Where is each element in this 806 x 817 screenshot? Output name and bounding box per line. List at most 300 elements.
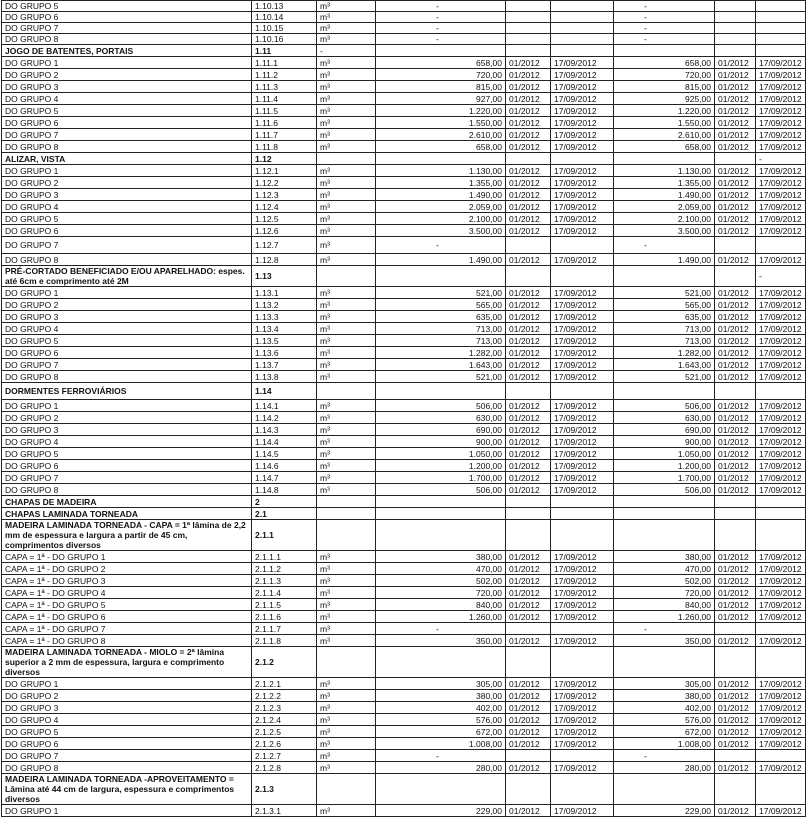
price-2-cell (614, 647, 715, 678)
unit-cell: m³ (317, 335, 376, 347)
date-cell: 17/09/2012 (551, 93, 614, 105)
item-code-cell: 2.1.1.8 (252, 635, 317, 647)
date-cell: 17/09/2012 (551, 177, 614, 189)
item-code-cell: 2.1.1 (252, 520, 317, 551)
table-row (2, 472, 806, 484)
item-code-cell: 1.13 (252, 266, 317, 287)
item-description-cell: DO GRUPO 7 (2, 129, 252, 141)
date-cell (551, 520, 614, 551)
reference-month-cell: 01/2012 (506, 599, 551, 611)
date-cell: 17/09/2012 (551, 165, 614, 177)
price-cell: 565,00 (376, 299, 506, 311)
reference-month-2-cell (715, 45, 756, 57)
price-cell: 1.355,00 (376, 177, 506, 189)
date-2-cell: 17/09/2012 (756, 69, 806, 81)
date-cell: 17/09/2012 (551, 436, 614, 448)
item-description-cell: DO GRUPO 2 (2, 69, 252, 81)
price-2-cell: 2.059,00 (614, 201, 715, 213)
price-2-cell: 720,00 (614, 587, 715, 599)
date-cell: 17/09/2012 (551, 678, 614, 690)
price-cell: 1.643,00 (376, 359, 506, 371)
item-code-cell: 1.12.1 (252, 165, 317, 177)
reference-month-2-cell: 01/2012 (715, 472, 756, 484)
price-2-cell: 380,00 (614, 690, 715, 702)
table-row (2, 12, 806, 23)
date-2-cell (756, 520, 806, 551)
price-cell: 380,00 (376, 551, 506, 563)
unit-cell: m³ (317, 472, 376, 484)
reference-month-cell: 01/2012 (506, 287, 551, 299)
item-description-cell: CAPA = 1ª - DO GRUPO 3 (2, 575, 252, 587)
price-cell: - (376, 750, 506, 762)
item-code-cell: 1.13.5 (252, 335, 317, 347)
price-2-cell (614, 266, 715, 287)
date-2-cell (756, 23, 806, 34)
item-description-cell: DO GRUPO 5 (2, 448, 252, 460)
reference-month-cell: 01/2012 (506, 371, 551, 383)
price-2-cell: 672,00 (614, 726, 715, 738)
date-2-cell: 17/09/2012 (756, 635, 806, 647)
unit-cell: m³ (317, 93, 376, 105)
price-2-cell: 229,00 (614, 805, 715, 817)
date-cell: 17/09/2012 (551, 371, 614, 383)
reference-month-cell: 01/2012 (506, 57, 551, 69)
price-cell: 927,00 (376, 93, 506, 105)
date-cell (551, 1, 614, 12)
section-header-row (2, 496, 806, 508)
price-2-cell: 1.200,00 (614, 460, 715, 472)
date-cell: 17/09/2012 (551, 105, 614, 117)
price-cell: 506,00 (376, 484, 506, 496)
item-code-cell: 2.1.1.6 (252, 611, 317, 623)
reference-month-2-cell: 01/2012 (715, 563, 756, 575)
unit-cell: m³ (317, 611, 376, 623)
reference-month-cell: 01/2012 (506, 335, 551, 347)
date-cell: 17/09/2012 (551, 635, 614, 647)
date-2-cell: 17/09/2012 (756, 762, 806, 774)
price-2-cell: 2.100,00 (614, 213, 715, 225)
table-row (2, 34, 806, 45)
price-2-cell: - (614, 34, 715, 45)
unit-cell: m³ (317, 254, 376, 266)
date-2-cell (756, 647, 806, 678)
reference-month-cell: 01/2012 (506, 472, 551, 484)
table-row (2, 81, 806, 93)
table-row (2, 201, 806, 213)
reference-month-2-cell (715, 508, 756, 520)
price-cell: 713,00 (376, 335, 506, 347)
item-description-cell: CAPA = 1ª - DO GRUPO 8 (2, 635, 252, 647)
item-description-cell: DO GRUPO 3 (2, 311, 252, 323)
price-cell: 305,00 (376, 678, 506, 690)
reference-month-cell: 01/2012 (506, 690, 551, 702)
reference-month-2-cell (715, 647, 756, 678)
item-code-cell: 2.1.2.3 (252, 702, 317, 714)
item-description-cell: DO GRUPO 1 (2, 165, 252, 177)
item-description-cell: DO GRUPO 7 (2, 23, 252, 34)
price-2-cell: 1.130,00 (614, 165, 715, 177)
table-row (2, 323, 806, 335)
price-cell: 1.200,00 (376, 460, 506, 472)
price-cell: 658,00 (376, 141, 506, 153)
date-2-cell: 17/09/2012 (756, 587, 806, 599)
reference-month-2-cell: 01/2012 (715, 287, 756, 299)
item-description-cell: DO GRUPO 8 (2, 34, 252, 45)
price-2-cell (614, 508, 715, 520)
date-cell: 17/09/2012 (551, 805, 614, 817)
reference-month-2-cell: 01/2012 (715, 611, 756, 623)
table-row (2, 335, 806, 347)
item-description-cell: DO GRUPO 2 (2, 412, 252, 424)
reference-month-cell: 01/2012 (506, 165, 551, 177)
reference-month-cell: 01/2012 (506, 436, 551, 448)
table-row (2, 762, 806, 774)
item-description-cell: MADEIRA LAMINADA TORNEADA - MIOLO = 2ª lâmina superior a 2 mm de espessura, largura e comprimento diversos (2, 647, 252, 678)
reference-month-2-cell: 01/2012 (715, 177, 756, 189)
item-description-cell: DO GRUPO 4 (2, 323, 252, 335)
section-header-row (2, 153, 806, 165)
date-cell: 17/09/2012 (551, 299, 614, 311)
table-row (2, 165, 806, 177)
reference-month-cell: 01/2012 (506, 81, 551, 93)
table-row (2, 750, 806, 762)
unit-cell: m³ (317, 237, 376, 254)
price-cell: 576,00 (376, 714, 506, 726)
date-2-cell: 17/09/2012 (756, 424, 806, 436)
unit-cell: m³ (317, 575, 376, 587)
section-header-row (2, 647, 806, 678)
item-description-cell: DO GRUPO 1 (2, 400, 252, 412)
unit-cell: m³ (317, 690, 376, 702)
price-2-cell (614, 520, 715, 551)
item-code-cell: 1.14.3 (252, 424, 317, 436)
date-2-cell: 17/09/2012 (756, 563, 806, 575)
date-cell: 17/09/2012 (551, 287, 614, 299)
item-description-cell: DO GRUPO 1 (2, 805, 252, 817)
date-2-cell: 17/09/2012 (756, 611, 806, 623)
reference-month-cell: 01/2012 (506, 678, 551, 690)
price-2-cell: - (614, 237, 715, 254)
reference-month-cell: 01/2012 (506, 400, 551, 412)
reference-month-2-cell: 01/2012 (715, 738, 756, 750)
table-row (2, 400, 806, 412)
table-row (2, 635, 806, 647)
price-cell: 840,00 (376, 599, 506, 611)
item-description-cell: CAPA = 1ª - DO GRUPO 5 (2, 599, 252, 611)
date-cell (551, 266, 614, 287)
item-description-cell: DO GRUPO 6 (2, 225, 252, 237)
date-2-cell: 17/09/2012 (756, 436, 806, 448)
unit-cell (317, 647, 376, 678)
reference-month-2-cell: 01/2012 (715, 299, 756, 311)
unit-cell: m³ (317, 805, 376, 817)
date-cell: 17/09/2012 (551, 141, 614, 153)
reference-month-cell: 01/2012 (506, 201, 551, 213)
reference-month-cell: 01/2012 (506, 762, 551, 774)
price-cell (376, 383, 506, 400)
date-cell (551, 496, 614, 508)
date-2-cell (756, 12, 806, 23)
unit-cell: m³ (317, 702, 376, 714)
item-description-cell: DO GRUPO 4 (2, 436, 252, 448)
table-row (2, 287, 806, 299)
table-row (2, 213, 806, 225)
table-row (2, 678, 806, 690)
date-cell: 17/09/2012 (551, 189, 614, 201)
item-code-cell: 1.12.8 (252, 254, 317, 266)
reference-month-cell (506, 383, 551, 400)
reference-month-2-cell: 01/2012 (715, 129, 756, 141)
reference-month-cell: 01/2012 (506, 805, 551, 817)
unit-cell: m³ (317, 81, 376, 93)
reference-month-2-cell: 01/2012 (715, 448, 756, 460)
reference-month-cell: 01/2012 (506, 254, 551, 266)
price-cell: 229,00 (376, 805, 506, 817)
date-cell: 17/09/2012 (551, 424, 614, 436)
table-row (2, 57, 806, 69)
price-cell: 502,00 (376, 575, 506, 587)
date-2-cell: 17/09/2012 (756, 726, 806, 738)
item-code-cell: 1.12.5 (252, 213, 317, 225)
item-description-cell: DO GRUPO 1 (2, 57, 252, 69)
reference-month-2-cell (715, 34, 756, 45)
item-description-cell: DO GRUPO 7 (2, 750, 252, 762)
date-2-cell (756, 45, 806, 57)
reference-month-cell (506, 623, 551, 635)
item-code-cell: 2.1.1.1 (252, 551, 317, 563)
reference-month-2-cell: 01/2012 (715, 213, 756, 225)
reference-month-cell: 01/2012 (506, 311, 551, 323)
price-2-cell (614, 153, 715, 165)
reference-month-cell: 01/2012 (506, 117, 551, 129)
price-2-cell: - (614, 23, 715, 34)
item-code-cell: 1.13.8 (252, 371, 317, 383)
section-header-row (2, 774, 806, 805)
reference-month-2-cell: 01/2012 (715, 201, 756, 213)
reference-month-cell: 01/2012 (506, 714, 551, 726)
date-2-cell: 17/09/2012 (756, 702, 806, 714)
date-2-cell: 17/09/2012 (756, 335, 806, 347)
reference-month-2-cell: 01/2012 (715, 424, 756, 436)
date-2-cell: 17/09/2012 (756, 805, 806, 817)
price-cell: - (376, 12, 506, 23)
unit-cell: m³ (317, 762, 376, 774)
item-code-cell: 1.14 (252, 383, 317, 400)
price-cell (376, 153, 506, 165)
item-description-cell: DO GRUPO 4 (2, 93, 252, 105)
price-cell: 1.260,00 (376, 611, 506, 623)
price-cell: 720,00 (376, 69, 506, 81)
price-2-cell: 1.643,00 (614, 359, 715, 371)
date-2-cell (756, 34, 806, 45)
unit-cell: m³ (317, 587, 376, 599)
unit-cell: m³ (317, 311, 376, 323)
item-code-cell: 1.12.3 (252, 189, 317, 201)
unit-cell: m³ (317, 177, 376, 189)
reference-month-cell (506, 1, 551, 12)
item-description-cell: JOGO DE BATENTES, PORTAIS (2, 45, 252, 57)
reference-month-cell (506, 237, 551, 254)
price-cell: 2.610,00 (376, 129, 506, 141)
price-cell: 672,00 (376, 726, 506, 738)
reference-month-2-cell (715, 1, 756, 12)
reference-month-2-cell: 01/2012 (715, 57, 756, 69)
price-2-cell: - (614, 750, 715, 762)
date-2-cell: 17/09/2012 (756, 177, 806, 189)
item-code-cell: 1.14.4 (252, 436, 317, 448)
date-2-cell: 17/09/2012 (756, 448, 806, 460)
date-2-cell: 17/09/2012 (756, 412, 806, 424)
item-description-cell: DO GRUPO 4 (2, 201, 252, 213)
date-cell: 17/09/2012 (551, 484, 614, 496)
price-2-cell: 1.490,00 (614, 189, 715, 201)
unit-cell: m³ (317, 460, 376, 472)
table-row (2, 563, 806, 575)
reference-month-2-cell (715, 774, 756, 805)
date-2-cell: - (756, 153, 806, 165)
item-code-cell: 2.1.2 (252, 647, 317, 678)
table-row (2, 189, 806, 201)
price-cell: 350,00 (376, 635, 506, 647)
table-row (2, 460, 806, 472)
reference-month-2-cell (715, 520, 756, 551)
date-cell: 17/09/2012 (551, 129, 614, 141)
table-row (2, 575, 806, 587)
reference-month-2-cell (715, 496, 756, 508)
date-2-cell: 17/09/2012 (756, 81, 806, 93)
item-code-cell: 2.1 (252, 508, 317, 520)
unit-cell (317, 383, 376, 400)
price-cell: 3.500,00 (376, 225, 506, 237)
item-code-cell: 2.1.2.1 (252, 678, 317, 690)
unit-cell: m³ (317, 738, 376, 750)
reference-month-cell (506, 12, 551, 23)
reference-month-cell: 01/2012 (506, 575, 551, 587)
date-cell: 17/09/2012 (551, 448, 614, 460)
reference-month-cell: 01/2012 (506, 551, 551, 563)
reference-month-cell: 01/2012 (506, 213, 551, 225)
reference-month-2-cell: 01/2012 (715, 254, 756, 266)
reference-month-2-cell: 01/2012 (715, 323, 756, 335)
item-description-cell: ALIZAR, VISTA (2, 153, 252, 165)
reference-month-2-cell (715, 23, 756, 34)
reference-month-2-cell (715, 623, 756, 635)
date-cell: 17/09/2012 (551, 563, 614, 575)
date-cell: 17/09/2012 (551, 400, 614, 412)
reference-month-2-cell (715, 12, 756, 23)
table-row (2, 311, 806, 323)
table-row (2, 805, 806, 817)
price-cell: 900,00 (376, 436, 506, 448)
table-row (2, 299, 806, 311)
unit-cell (317, 266, 376, 287)
date-2-cell: 17/09/2012 (756, 359, 806, 371)
date-2-cell: 17/09/2012 (756, 201, 806, 213)
date-cell: 17/09/2012 (551, 412, 614, 424)
reference-month-cell: 01/2012 (506, 177, 551, 189)
unit-cell: m³ (317, 400, 376, 412)
reference-month-2-cell: 01/2012 (715, 141, 756, 153)
date-2-cell: 17/09/2012 (756, 400, 806, 412)
unit-cell: m³ (317, 424, 376, 436)
unit-cell: m³ (317, 34, 376, 45)
item-code-cell: 2.1.2.4 (252, 714, 317, 726)
item-code-cell: 2.1.1.7 (252, 623, 317, 635)
unit-cell: m³ (317, 359, 376, 371)
item-code-cell: 1.14.8 (252, 484, 317, 496)
price-cell: 635,00 (376, 311, 506, 323)
table-row (2, 117, 806, 129)
unit-cell: m³ (317, 347, 376, 359)
price-2-cell: 1.282,00 (614, 347, 715, 359)
reference-month-cell: 01/2012 (506, 635, 551, 647)
table-row (2, 448, 806, 460)
price-cell: 470,00 (376, 563, 506, 575)
item-description-cell: CAPA = 1ª - DO GRUPO 2 (2, 563, 252, 575)
unit-cell (317, 153, 376, 165)
date-cell: 17/09/2012 (551, 335, 614, 347)
price-cell: 1.490,00 (376, 189, 506, 201)
unit-cell: m³ (317, 299, 376, 311)
date-2-cell: 17/09/2012 (756, 287, 806, 299)
price-cell: 2.059,00 (376, 201, 506, 213)
item-code-cell: 1.12.2 (252, 177, 317, 189)
price-2-cell: 900,00 (614, 436, 715, 448)
item-code-cell: 1.12.7 (252, 237, 317, 254)
date-2-cell: 17/09/2012 (756, 371, 806, 383)
date-2-cell: 17/09/2012 (756, 472, 806, 484)
date-cell (551, 623, 614, 635)
reference-month-2-cell (715, 237, 756, 254)
price-2-cell: 690,00 (614, 424, 715, 436)
date-2-cell (756, 496, 806, 508)
reference-month-2-cell (715, 266, 756, 287)
price-cell: - (376, 23, 506, 34)
price-2-cell: 720,00 (614, 69, 715, 81)
price-cell: 815,00 (376, 81, 506, 93)
reference-month-cell (506, 34, 551, 45)
unit-cell (317, 496, 376, 508)
reference-month-cell: 01/2012 (506, 141, 551, 153)
reference-month-cell (506, 153, 551, 165)
date-cell (551, 508, 614, 520)
date-cell: 17/09/2012 (551, 738, 614, 750)
item-description-cell: DO GRUPO 7 (2, 237, 252, 254)
date-cell (551, 23, 614, 34)
item-code-cell: 1.14.7 (252, 472, 317, 484)
date-cell: 17/09/2012 (551, 702, 614, 714)
unit-cell: m³ (317, 117, 376, 129)
item-description-cell: DO GRUPO 6 (2, 347, 252, 359)
price-2-cell: 380,00 (614, 551, 715, 563)
item-description-cell: DO GRUPO 5 (2, 335, 252, 347)
price-2-cell: 713,00 (614, 323, 715, 335)
unit-cell: m³ (317, 412, 376, 424)
item-code-cell: 1.11 (252, 45, 317, 57)
price-2-cell: 630,00 (614, 412, 715, 424)
reference-month-cell: 01/2012 (506, 225, 551, 237)
date-2-cell: 17/09/2012 (756, 165, 806, 177)
reference-month-2-cell: 01/2012 (715, 762, 756, 774)
date-cell: 17/09/2012 (551, 726, 614, 738)
table-row (2, 702, 806, 714)
table-row (2, 690, 806, 702)
date-2-cell: 17/09/2012 (756, 254, 806, 266)
reference-month-cell: 01/2012 (506, 69, 551, 81)
unit-cell: m³ (317, 551, 376, 563)
table-row (2, 611, 806, 623)
unit-cell: m³ (317, 563, 376, 575)
